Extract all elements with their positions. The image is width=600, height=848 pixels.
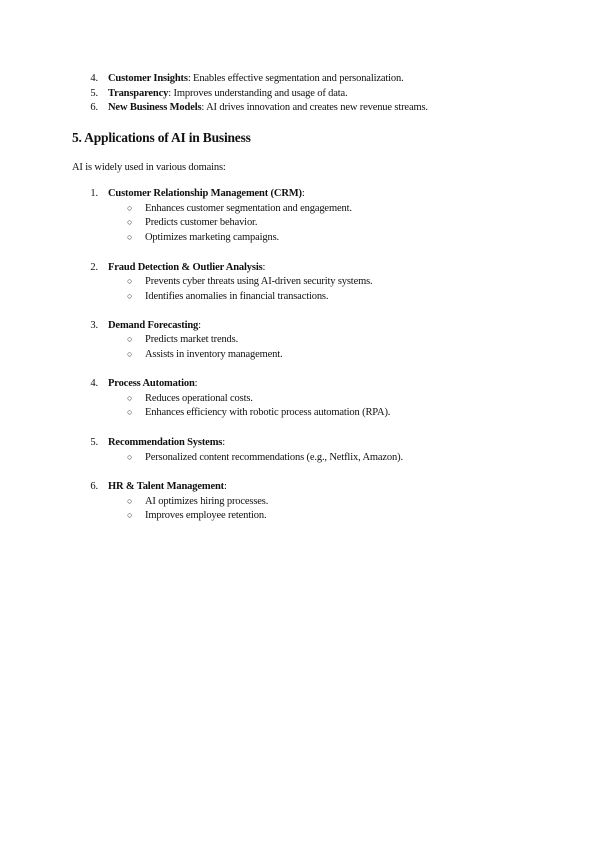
list-item-term: Process Automation <box>108 378 195 389</box>
list-item-term: Transparency <box>108 88 169 99</box>
circle-bullet-icon: ○ <box>127 510 133 520</box>
circle-bullet-icon: ○ <box>127 217 133 227</box>
circle-bullet-icon: ○ <box>127 291 133 301</box>
list-number: 1. <box>90 188 98 199</box>
list-item-term: HR & Talent Management <box>108 481 224 492</box>
circle-bullet-icon: ○ <box>127 334 133 344</box>
list-number: 4. <box>90 378 98 389</box>
list-item-term: Recommendation Systems <box>108 437 223 448</box>
list-item-text: : <box>222 437 226 448</box>
sub-bullet-text: Prevents cyber threats using AI-driven security systems. <box>145 276 373 287</box>
sub-bullet-text: Enhances efficiency with robotic process automation (RPA). <box>145 407 391 418</box>
sub-bullet-text: Identifies anomalies in financial transactions. <box>145 291 329 302</box>
circle-bullet-icon: ○ <box>127 452 133 462</box>
list-number: 2. <box>90 262 98 273</box>
sub-bullet-text: Predicts customer behavior. <box>145 217 258 228</box>
list-number: 3. <box>90 320 98 331</box>
sub-bullet-text: Assists in inventory management. <box>145 349 283 360</box>
circle-bullet-icon: ○ <box>127 407 133 417</box>
sub-bullet-text: Enhances customer segmentation and engagement. <box>145 203 352 214</box>
circle-bullet-icon: ○ <box>127 276 133 286</box>
section-heading: 5. Applications of AI in Business <box>72 130 251 145</box>
sub-bullet-text: Improves employee retention. <box>145 510 267 521</box>
list-item-term: New Business Models <box>108 102 202 113</box>
sub-bullet-text: AI optimizes hiring processes. <box>145 496 269 507</box>
list-item-term: Fraud Detection & Outlier Analysis <box>108 262 263 273</box>
list-item-text: : <box>301 188 305 199</box>
list-item-text: : Enables effective segmentation and personalization. <box>187 73 404 84</box>
sub-bullet-text: Optimizes marketing campaigns. <box>145 232 280 243</box>
section-intro: AI is widely used in various domains: <box>72 162 226 173</box>
circle-bullet-icon: ○ <box>127 496 133 506</box>
list-item-text: : Improves understanding and usage of data. <box>168 88 348 99</box>
list-item-text: : AI drives innovation and creates new revenue streams. <box>201 102 428 113</box>
sub-bullet-text: Reduces operational costs. <box>145 393 253 404</box>
list-item-term: Customer Insights <box>108 73 188 84</box>
list-item-term: Customer Relationship Management (CRM) <box>108 188 302 199</box>
list-item-text: : <box>194 378 198 389</box>
circle-bullet-icon: ○ <box>127 232 133 242</box>
list-item-text: : <box>262 262 266 273</box>
list-item-term: Demand Forecasting <box>108 320 199 331</box>
list-item-text: : <box>198 320 201 331</box>
circle-bullet-icon: ○ <box>127 393 133 403</box>
list-number: 6. <box>90 102 98 113</box>
list-number: 5. <box>90 437 98 448</box>
list-number: 6. <box>90 481 98 492</box>
list-number: 4. <box>90 73 98 84</box>
sub-bullet-text: Personalized content recommendations (e.g., Netflix, Amazon). <box>145 452 403 463</box>
circle-bullet-icon: ○ <box>127 349 133 359</box>
sub-bullet-text: Predicts market trends. <box>145 334 239 345</box>
list-number: 5. <box>90 88 98 99</box>
list-item-text: : <box>224 481 227 492</box>
circle-bullet-icon: ○ <box>127 203 133 213</box>
